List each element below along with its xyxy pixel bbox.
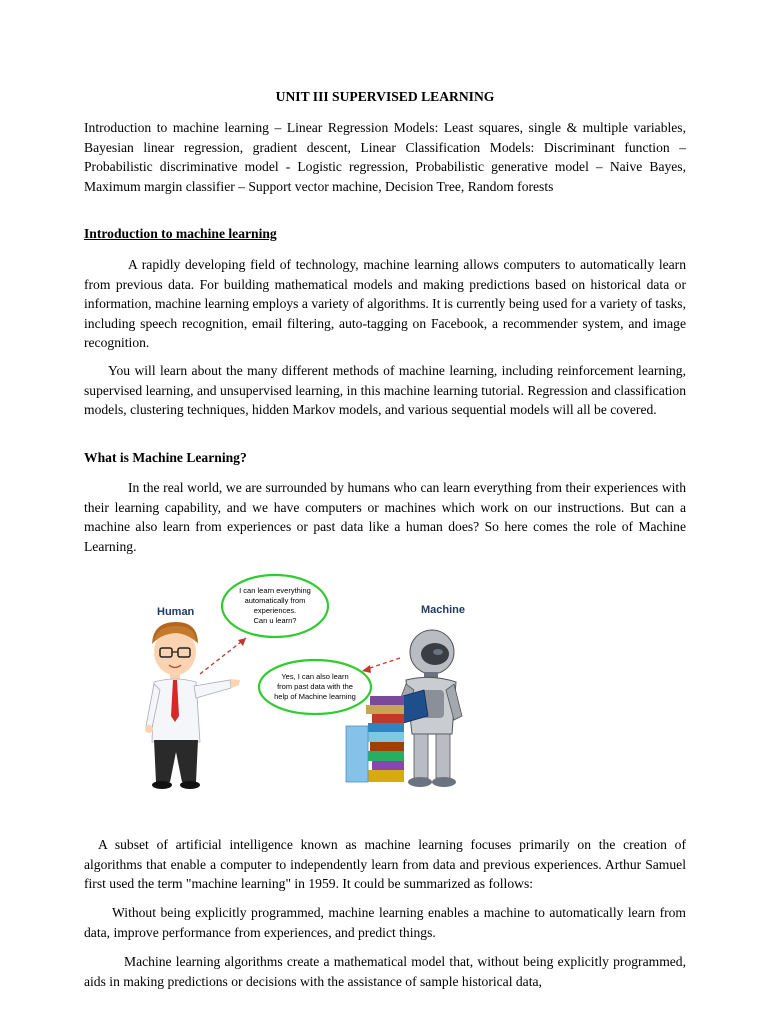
section-heading-introduction: Introduction to machine learning [84,226,277,241]
arrow-to-bubble2 [362,658,400,673]
svg-text:Can u learn?: Can u learn? [253,616,297,625]
human-vs-machine-figure [138,566,488,798]
arrow-to-bubble1 [200,638,246,674]
svg-text:from past data with the: from past data with the [277,682,353,691]
svg-text:Yes, I can also learn: Yes, I can also learn [281,672,349,681]
unit-syllabus-paragraph: Introduction to machine learning – Linear Regression Models: Least squares, single & multiple variables, Bayesian linear regression, gradient descent, Linear Classification Models: Discriminant function – Probabilistic discriminative model - Logistic regression, Probabilistic generative model – Naive Bayes, Maximum margin classifier – Support vector machine, Decision Tree, Random forests [84,120,686,194]
svg-text:I can learn everything: I can learn everything [239,586,311,595]
paragraph-algorithms: Machine learning algorithms create a mathematical model that, without being explicitly programmed, aids in making predictions or decisions with the assistance of sample historical data, [84,954,686,989]
svg-text:experiences.: experiences. [253,606,297,615]
svg-text:help of Machine learning: help of Machine learning [274,692,356,701]
human-illustration [145,622,240,789]
book-stack-illustration [346,696,404,782]
paragraph-subset-ai: A subset of artificial intelligence known as machine learning focuses primarily on the creation of algorithms that enable a computer to independently learn from data and previous experiences. Arthur Samuel first used the term "machine learning" in 1959. It could be summarized as follows: [84,837,686,892]
section-heading-what-is-ml: What is Machine Learning? [84,450,247,465]
robot-illustration [394,630,462,787]
page-title: UNIT III SUPERVISED LEARNING [275,89,495,104]
speech-bubble-machine [259,660,371,714]
human-label: Human [157,606,195,618]
paragraph-real-world: In the real world, we are surrounded by humans who can learn everything from their experiences with their learning capability, and we have computers or machines which work on our instructions. But can a machine also learn from experiences or past data like a human does? So here comes the role of Machine Learning. [84,480,686,554]
paragraph-summary: Without being explicitly programmed, machine learning enables a machine to automatically learn from data, improve performance from experiences, and predict things. [84,905,686,940]
speech-bubble-human [222,575,328,637]
paragraph-intro-ml: A rapidly developing field of technology, machine learning allows computers to automatically learn from previous data. For building mathematical models and making predictions based on historical data or information, machine learning employs a variety of algorithms. It is currently being used for a variety of tasks, including speech recognition, email filtering, auto-tagging on Facebook, a recommender system, and image recognition. [84,257,686,351]
paragraph-tutorial-scope: You will learn about the many different methods of machine learning, including reinforcement learning, supervised learning, and unsupervised learning, in this machine learning tutorial. Regression and classification models, clustering techniques, hidden Markov models, and various sequential models will all be covered. [84,363,686,418]
machine-label: Machine [421,604,466,616]
svg-text:automatically from: automatically from [244,596,306,605]
